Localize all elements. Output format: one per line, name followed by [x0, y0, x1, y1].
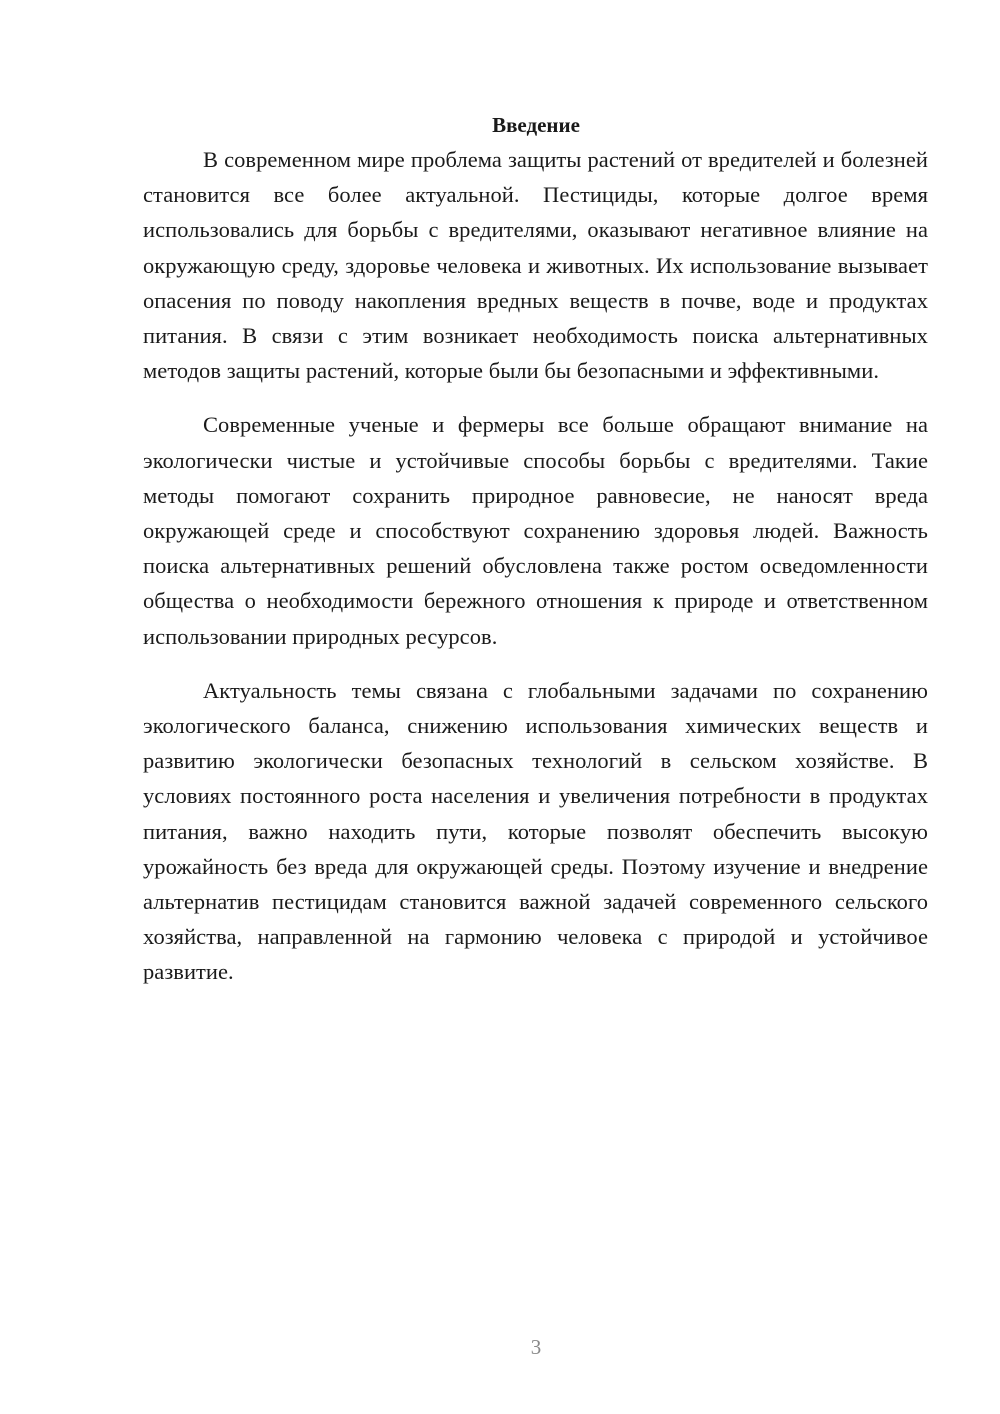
document-body	[143, 142, 928, 1009]
page-title: Введение	[492, 113, 580, 138]
page-number: 3	[530, 1335, 542, 1359]
paragraph-1: В современном мире проблема защиты растений от вредителей и болезней становится все более актуальной. Пестициды, которые долгое время использовались для борьбы с вредителями, оказывают негативное влияние на окружающую среду, здоровье человека и животных. Их использование вызывает опасения по поводу накопления вредных веществ в почве, воде и продуктах питания. В связи с этим возникает необходимость поиска альтернативных методов защиты растений, которые были бы безопасными и эффективными.	[143, 147, 928, 384]
paragraph-2: Современные ученые и фермеры все больше обращают внимание на экологически чистые и устойчивые способы борьбы с вредителями. Такие методы помогают сохранить природное равновесие, не наносят вреда окружающей среде и способствуют сохранению здоровья людей. Важность поиска альтернативных решений обусловлена также ростом осведомленности общества о необходимости бережного отношения к природе и ответственном использовании природных ресурсов.	[143, 412, 928, 649]
paragraph-3: Актуальность темы связана с глобальными задачами по сохранению экологического баланса, снижению использования химических веществ и развитию экологически безопасных технологий в сельском хозяйстве. В условиях постоянного роста населения и увеличения потребности в продуктах питания, важно находить пути, которые позволят обеспечить высокую урожайность без вреда для окружающей среды. Поэтому изучение и внедрение альтернатив пестицидам становится важной задачей современного сельского хозяйства, направленной на гармонию человека с природой и устойчивое развитие.	[143, 677, 928, 985]
